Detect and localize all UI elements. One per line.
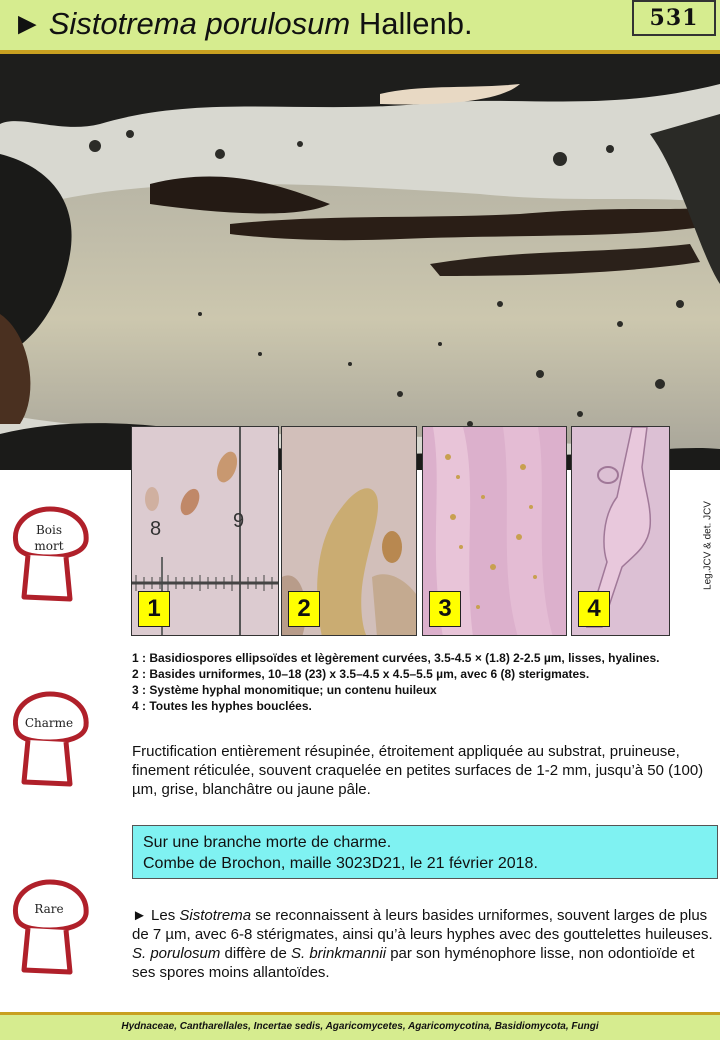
notes-part-3: diffère de: [220, 945, 291, 962]
micrograph-label-1: 1: [138, 591, 170, 627]
substrate-badge: [6, 505, 92, 605]
notes-part-2: se reconnaissent à leurs basides urniformes, souvent larges de plus de 7 µm, avec 6-8 stérigmates, ainsi qu’à leurs hyphes avec des gouttelettes huileuses.: [132, 907, 713, 943]
mushroom-icon: [6, 690, 92, 790]
title-genus: Sistotrema: [48, 6, 197, 41]
fructification-description: Fructification entièrement résupinée, étroitement appliquée au substrat, pruineuse, finement réticulée, souvent craquelée en petites surfaces de 1-2 mm, jusqu’à 50 (100) µm, grise, blanchâtre ou jaune pâle.: [132, 743, 704, 798]
bark-photo-illustration: [0, 54, 720, 470]
micrograph-label-4: 4: [578, 591, 610, 627]
mushroom-icon: [6, 878, 92, 978]
micrograph-1: [131, 426, 279, 636]
micrograph-3: [422, 426, 567, 636]
micrograph-label-3: 3: [429, 591, 461, 627]
page-title: [12, 6, 473, 42]
location-box: [132, 825, 718, 879]
location-site: Combe de Brochon, maille 3023D21, le 21 février 2018.: [143, 855, 538, 872]
notes-part-4: par son hyménophore lisse, non odontioïde et ses spores moins allantoïdes.: [132, 945, 695, 981]
title-author: Hallenb.: [358, 6, 473, 41]
substrate-badge-line1: Bois: [35, 523, 63, 537]
rarity-badge: [6, 878, 92, 978]
notes-genus: Sistotrema: [179, 907, 252, 924]
scale-digit-8: 8: [150, 518, 162, 540]
micrograph-4: [571, 426, 670, 636]
host-badge: [6, 690, 92, 790]
host-badge-text: Charme: [24, 716, 74, 730]
scale-digit-9: 9: [233, 510, 245, 532]
credit-text: Leg.JCV & det. JCV: [702, 501, 714, 590]
notes-compared-species: S. brinkmannii: [290, 945, 387, 962]
collector-credit: [700, 488, 716, 608]
title-arrow: ►: [12, 6, 43, 41]
mushroom-icon: [6, 505, 92, 605]
taxonomy-footer: Hydnaceae, Cantharellales, Incertae sedis, Agaricomycetes, Agaricomycotina, Basidiomycota, Fungi: [0, 1015, 720, 1040]
page-number: 531: [632, 0, 716, 36]
title-epithet: porulosum: [205, 6, 351, 41]
caption-1: 1 : Basidiospores ellipsoïdes et lègèrement curvées, 3.5-4.5 × (1.8) 2-2.5 µm, lisses, hyalines.: [132, 651, 660, 665]
notes-species: S. porulosum: [132, 945, 221, 962]
main-photo: [0, 54, 720, 470]
header-bar: [0, 0, 720, 50]
micrograph-label-2: 2: [288, 591, 320, 627]
location-substrate: Sur une branche morte de charme.: [143, 834, 392, 851]
substrate-badge-line2: mort: [34, 539, 64, 553]
notes-part-1: ► Les: [132, 907, 180, 924]
identification-notes: [132, 906, 718, 982]
caption-4: 4 : Toutes les hyphes bouclées.: [132, 699, 312, 713]
caption-2: 2 : Basides urniformes, 10–18 (23) x 3.5–4.5 x 4.5–5.5 µm, avec 6 (8) sterigmates.: [132, 667, 590, 681]
rarity-badge-text: Rare: [34, 902, 64, 916]
micrograph-2: [281, 426, 417, 636]
caption-3: 3 : Système hyphal monomitique; un contenu huileux: [132, 683, 437, 697]
micrograph-captions: [132, 650, 692, 714]
